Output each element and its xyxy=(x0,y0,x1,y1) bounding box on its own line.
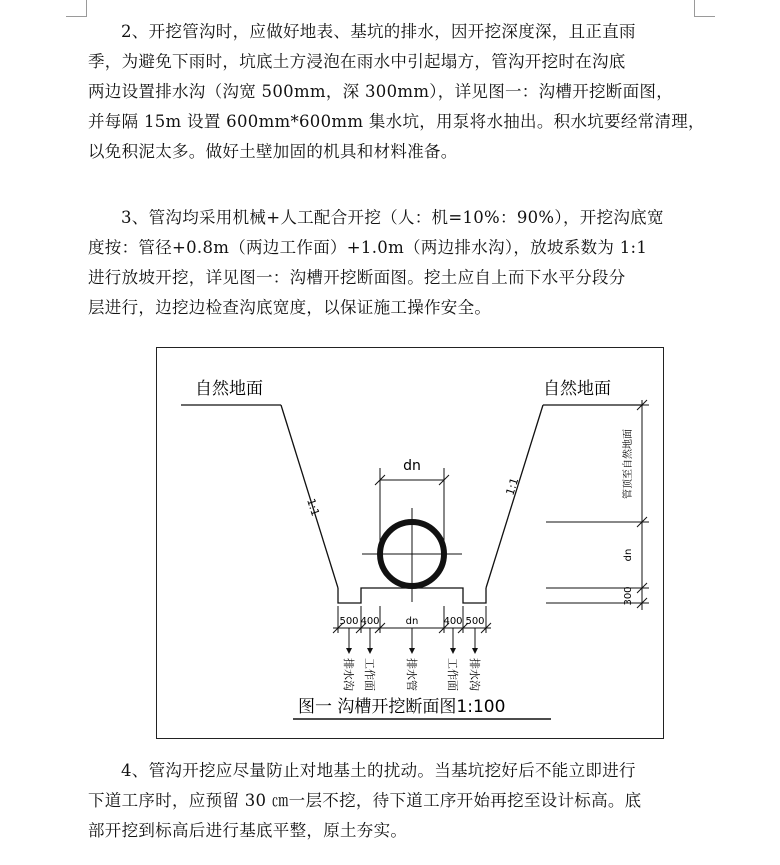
label-ditch-left: 排水沟 xyxy=(342,658,355,691)
label-workface-left: 工作面 xyxy=(363,658,376,691)
paragraph-line: 下道工序时，应预留 30 ㎝一层不挖，待下道工序开始再挖至设计标高。底 xyxy=(88,791,642,810)
label-drain-pipe: 排水管 xyxy=(405,658,418,691)
paragraph-drainage xyxy=(88,17,705,167)
paragraph-line: 并每隔 15m 设置 600mm*600mm 集水坑，用泵将水抽出。积水坑要经常清理， xyxy=(88,112,705,131)
paragraph-line: 进行放坡开挖，详见图一：沟槽开挖断面图。挖土应自上而下水平分段分 xyxy=(88,268,626,287)
paragraph-line: 两边设置排水沟（沟宽 500mm，深 300mm），详见图一：沟槽开挖断面图， xyxy=(88,82,674,101)
dim-400-right: 400 xyxy=(443,616,463,627)
paragraph-line: 4、管沟开挖应尽量防止对地基土的扰动。当基坑挖好后不能立即进行 xyxy=(121,761,636,780)
paragraph-line: 度按：管径+0.8m（两边工作面）+1.0m（两边排水沟），放坡系数为 1:1 xyxy=(88,238,648,257)
label-ditch-right: 排水沟 xyxy=(468,658,481,691)
pipe-dn-label: dn xyxy=(403,458,421,474)
paragraph-line: 部开挖到标高后进行基底平整，原土夯实。 xyxy=(88,821,408,840)
right-300-label: 300 xyxy=(623,586,634,606)
page-corner-mark-left xyxy=(66,0,87,17)
slope-label-right: 1:1 xyxy=(503,476,522,497)
dim-dn: dn xyxy=(405,616,419,627)
paragraph-line: 3、管沟均采用机械+人工配合开挖（人：机=10%：90%），开挖沟底宽 xyxy=(121,208,664,227)
paragraph-line: 2、开挖管沟时，应做好地表、基坑的排水，因开挖深度深，且正直雨 xyxy=(121,22,636,41)
label-workface-right: 工作面 xyxy=(446,658,459,691)
ground-label-right: 自然地面 xyxy=(543,379,611,399)
paragraph-excavation xyxy=(88,203,698,323)
ground-label-left: 自然地面 xyxy=(195,379,263,399)
right-dn-label: dn xyxy=(623,548,634,562)
dim-500-right: 500 xyxy=(465,616,485,627)
dim-500-left: 500 xyxy=(339,616,359,627)
figure-caption: 图一 沟槽开挖断面图1:100 xyxy=(298,697,506,717)
trench-section-drawing xyxy=(157,348,663,738)
paragraph-line: 季，为避免下雨时，坑底土方浸泡在雨水中引起塌方，管沟开挖时在沟底 xyxy=(88,52,626,71)
paragraph-line: 层进行，边挖边检查沟底宽度，以保证施工操作安全。 xyxy=(88,298,492,317)
dim-400-left: 400 xyxy=(360,616,380,627)
paragraph-line: 以免积泥太多。做好土壁加固的机具和材料准备。 xyxy=(88,142,458,161)
slope-label-left: 1:1 xyxy=(304,496,322,518)
slope-line-left xyxy=(281,405,338,588)
trench-section-figure xyxy=(156,347,664,739)
paragraph-disturbance xyxy=(88,756,698,846)
depth-label: 管顶至自然地面 xyxy=(623,429,634,499)
page-corner-mark-right xyxy=(694,0,715,17)
